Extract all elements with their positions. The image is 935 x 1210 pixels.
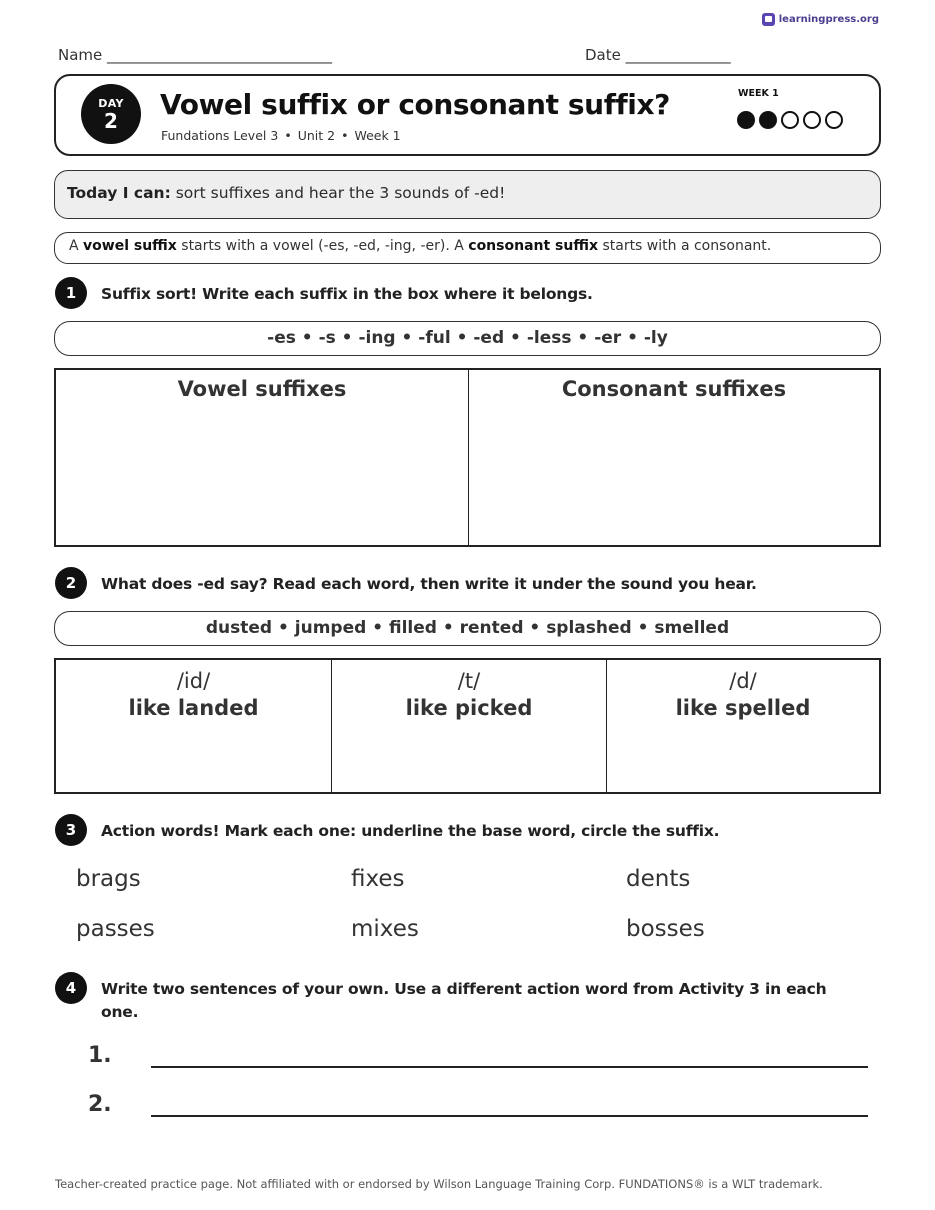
- action-word[interactable]: mixes: [351, 916, 419, 942]
- brand-link[interactable]: [762, 13, 879, 26]
- activity-3-instruction: Action words! Mark each one: underline the base word, circle the suffix.: [101, 822, 720, 840]
- activity-4-instruction: Write two sentences of your own. Use a different action word from Activity 3 in each one.: [101, 980, 827, 1021]
- t-sound-column[interactable]: [332, 660, 607, 792]
- sentence-line-2[interactable]: [88, 1092, 868, 1117]
- suffix-definition: [54, 232, 881, 264]
- id-sound-label: /id/: [176, 669, 211, 693]
- id-sound-example: like landed: [128, 696, 259, 720]
- week-dot-empty: [825, 111, 843, 129]
- definition-term-vowel: vowel suffix: [83, 238, 177, 254]
- vowel-suffixes-column[interactable]: [56, 370, 469, 545]
- subtitle-unit: Unit 2: [297, 128, 336, 143]
- definition-text-1: A: [69, 238, 84, 254]
- consonant-suffixes-column[interactable]: [469, 370, 879, 545]
- activity-1-instruction: Suffix sort! Write each suffix in the box where it belongs.: [101, 285, 593, 303]
- activity-3-number: 3: [55, 814, 87, 846]
- activity-2-instruction: What does -ed say? Read each word, then write it under the sound you hear.: [101, 575, 757, 593]
- name-label: Name: [58, 46, 103, 64]
- name-field[interactable]: [58, 46, 332, 64]
- brand-name: learningpress.org: [778, 14, 879, 25]
- activity-2-word-bank: dusted • jumped • filled • rented • splashed • smelled: [54, 611, 881, 646]
- date-blank: ______________: [625, 46, 731, 64]
- activity-1-number: 1: [55, 277, 87, 309]
- suffix-sort-table: [54, 368, 881, 547]
- definition-text-2: starts with a vowel (-es, -ed, -ing, -er). A: [176, 238, 469, 254]
- action-word[interactable]: brags: [76, 866, 141, 892]
- day-label: DAY: [98, 97, 124, 110]
- activity-2-number: 2: [55, 567, 87, 599]
- week-dot-empty: [781, 111, 799, 129]
- date-label: Date: [585, 46, 621, 64]
- subtitle-level: Fundations Level 3: [161, 128, 279, 143]
- footer-disclaimer: Teacher-created practice page. Not affiliated with or endorsed by Wilson Language Training Corp. FUNDATIONS® is a WLT trademark.: [55, 1177, 823, 1191]
- activity-3-heading: [55, 814, 719, 846]
- day-number: 2: [104, 109, 118, 133]
- sentence-line-number: 1.: [88, 1043, 112, 1068]
- id-sound-column[interactable]: [56, 660, 332, 792]
- definition-term-consonant: consonant suffix: [468, 238, 598, 254]
- activity-1-word-bank: -es • -s • -ing • -ful • -ed • -less • -er • -ly: [54, 321, 881, 356]
- page-title: Vowel suffix or consonant suffix?: [160, 88, 670, 121]
- day-badge: [81, 84, 141, 144]
- week-dot-empty: [803, 111, 821, 129]
- goal-text: sort suffixes and hear the 3 sounds of -ed!: [175, 184, 506, 202]
- book-icon: [762, 13, 775, 26]
- sentence-line-number: 2.: [88, 1092, 112, 1117]
- ed-sound-table: [54, 658, 881, 794]
- consonant-suffixes-header: Consonant suffixes: [561, 377, 787, 401]
- action-word[interactable]: passes: [76, 916, 155, 942]
- action-word[interactable]: bosses: [626, 916, 705, 942]
- writing-line[interactable]: [151, 1093, 868, 1117]
- writing-line[interactable]: [151, 1044, 868, 1068]
- page-subtitle: Fundations Level 3 • Unit 2 • Week 1: [161, 128, 401, 143]
- t-sound-example: like picked: [405, 696, 533, 720]
- week-dot-filled: [737, 111, 755, 129]
- d-sound-column[interactable]: [607, 660, 879, 792]
- activity-4-heading: [55, 972, 855, 1024]
- activity-1-heading: [55, 277, 593, 309]
- week-dot-filled: [759, 111, 777, 129]
- week-label: WEEK 1: [738, 88, 779, 99]
- subtitle-week: Week 1: [354, 128, 401, 143]
- worksheet-header: [54, 74, 881, 156]
- action-word[interactable]: dents: [626, 866, 691, 892]
- date-field[interactable]: [585, 46, 731, 64]
- d-sound-example: like spelled: [675, 696, 811, 720]
- t-sound-label: /t/: [457, 669, 481, 693]
- vowel-suffixes-header: Vowel suffixes: [177, 377, 347, 401]
- sentence-line-1[interactable]: [88, 1043, 868, 1068]
- week-progress: [737, 111, 843, 129]
- goal-label: Today I can:: [67, 184, 171, 202]
- definition-text-3: starts with a consonant.: [598, 238, 772, 254]
- action-word[interactable]: fixes: [351, 866, 405, 892]
- activity-4-number: 4: [55, 972, 87, 1004]
- learning-goal: [54, 170, 881, 219]
- d-sound-label: /d/: [729, 669, 757, 693]
- activity-2-heading: [55, 567, 757, 599]
- name-blank: ______________________________: [107, 46, 333, 64]
